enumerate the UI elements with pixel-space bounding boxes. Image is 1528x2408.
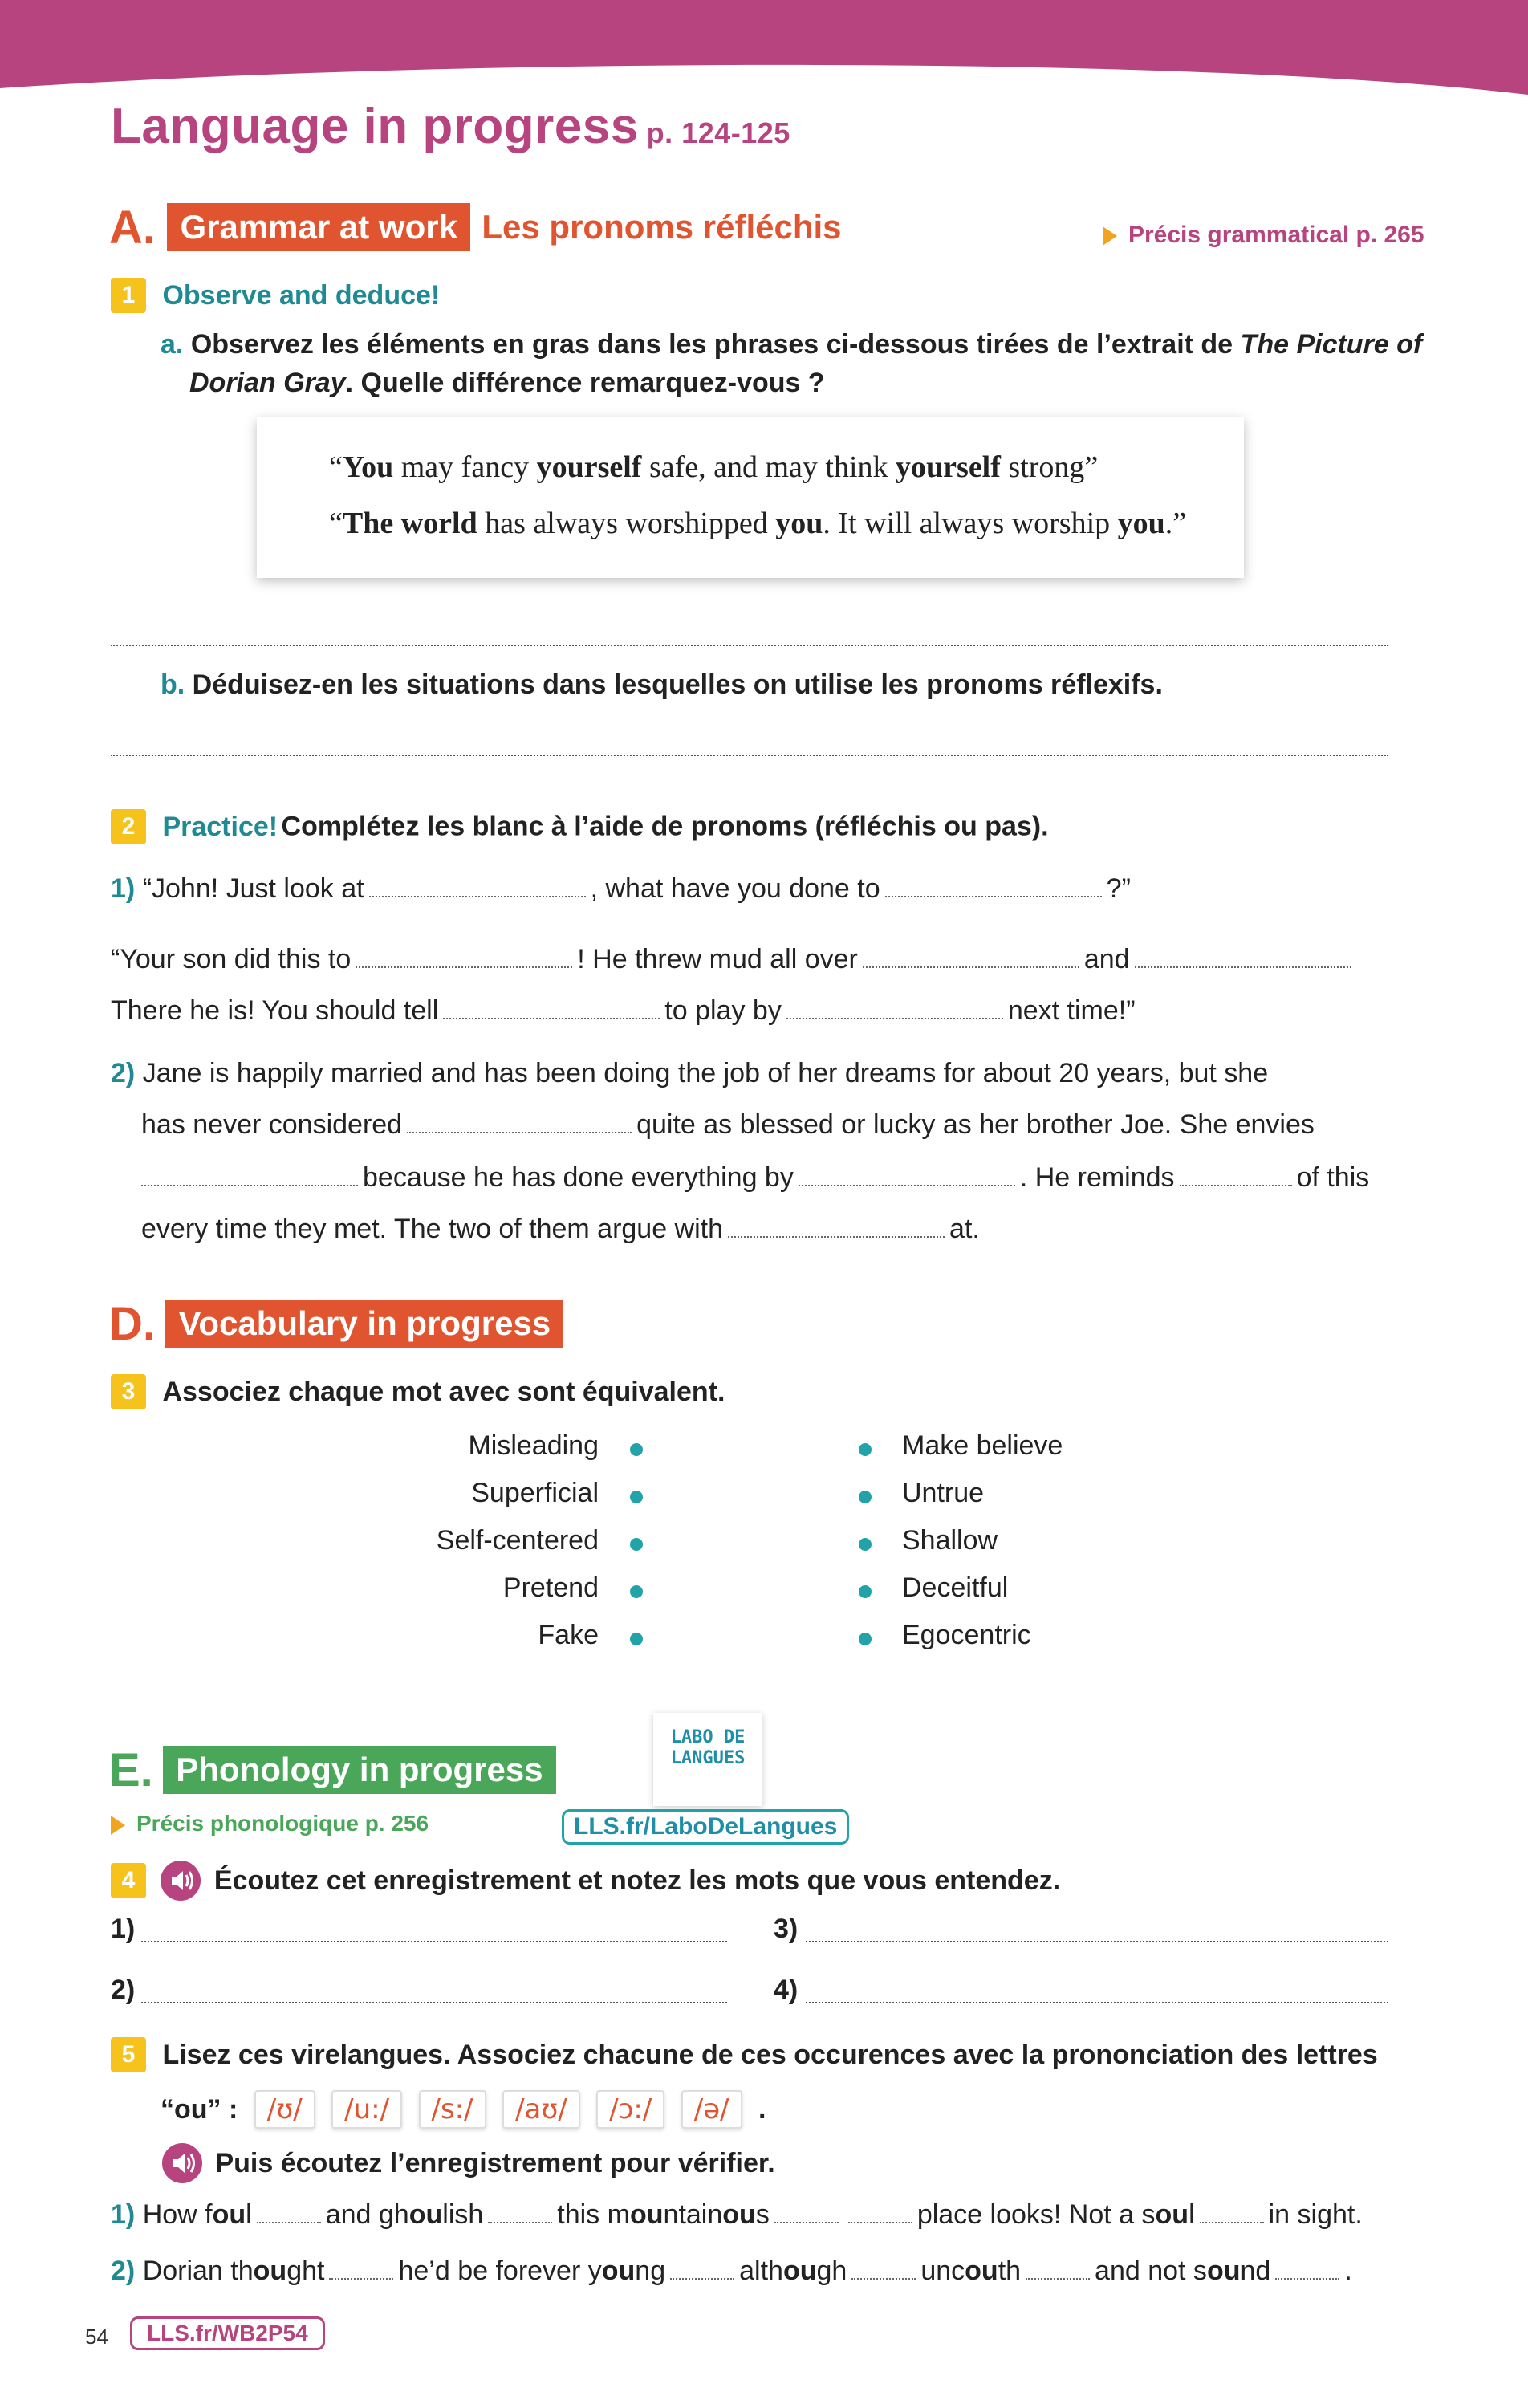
blank-input[interactable] bbox=[443, 1015, 660, 1019]
blank-input[interactable] bbox=[369, 893, 586, 897]
section-a-header bbox=[109, 201, 842, 254]
ex5-listen bbox=[162, 2143, 775, 2183]
ex2-line3: There he is! You should tell to play by next time!” bbox=[111, 995, 1136, 1026]
ex3-heading bbox=[111, 1374, 725, 1409]
quote-line-2: “The world has always worshipped you. It will always worship you.” bbox=[329, 506, 1187, 540]
precis-grammatical-ref bbox=[1103, 222, 1424, 249]
ex4-label-3: 3) bbox=[774, 1914, 799, 1944]
ex5-heading bbox=[111, 2037, 1378, 2072]
ex2-line1: 1) “John! Just look at , what have you done to ?” bbox=[111, 873, 1131, 904]
match-right-4: Deceitful bbox=[902, 1572, 1009, 1603]
ex5-listen-text: Puis écoutez l’enregistrement pour vérifier. bbox=[215, 2147, 775, 2178]
ex2-para-line2: has never considered quite as blessed or lucky as her brother Joe. She envies bbox=[141, 1109, 1315, 1140]
ex5-line1: 1) How foul and ghoulish this mountainous place looks! Not a soul in sight. bbox=[111, 2199, 1363, 2230]
ex5-instruction: Lisez ces virelangues. Associez chacune de ces occurences avec la prononciation des lettres bbox=[162, 2039, 1378, 2070]
blank-input[interactable] bbox=[141, 1182, 358, 1186]
grammar-pill: Grammar at work bbox=[167, 203, 469, 251]
answer-line-ex4-2[interactable] bbox=[141, 2002, 727, 2003]
section-e-letter: E. bbox=[109, 1744, 153, 1796]
ex2-title: Practice! bbox=[162, 811, 278, 842]
title-pages: p. 124-125 bbox=[646, 116, 790, 149]
blank-input[interactable] bbox=[356, 963, 572, 968]
blank-input[interactable] bbox=[407, 1129, 632, 1133]
section-a-letter: A. bbox=[109, 201, 156, 254]
ex2-item1-label: 1) bbox=[111, 873, 136, 904]
vocabulary-pill: Vocabulary in progress bbox=[165, 1300, 563, 1348]
footer-link[interactable]: LLS.fr/WB2P54 bbox=[130, 2316, 325, 2350]
blank-input[interactable] bbox=[329, 2275, 393, 2280]
phoneme-chip: /ʊ/ bbox=[254, 2090, 315, 2129]
phoneme-chip: /aʊ/ bbox=[502, 2090, 580, 2129]
ex1-heading bbox=[111, 278, 440, 313]
ex4-label-1: 1) bbox=[111, 1914, 136, 1944]
blank-input[interactable] bbox=[851, 2275, 916, 2280]
match-dot-left[interactable] bbox=[630, 1443, 643, 1456]
ex3-instruction: Associez chaque mot avec sont équivalent. bbox=[162, 1376, 725, 1407]
ex5-number: 5 bbox=[111, 2037, 146, 2072]
match-dot-right[interactable] bbox=[859, 1491, 872, 1503]
blank-input[interactable] bbox=[799, 1182, 1015, 1186]
answer-line-ex4-4[interactable] bbox=[806, 2002, 1388, 2003]
blank-input[interactable] bbox=[863, 963, 1079, 968]
phoneme-chip: /u:/ bbox=[331, 2090, 402, 2129]
precis-phonologique-text: Précis phonologique p. 256 bbox=[136, 1811, 429, 1836]
audio-speaker-icon[interactable] bbox=[162, 2143, 202, 2183]
blank-input[interactable] bbox=[1026, 2275, 1090, 2280]
match-right-2: Untrue bbox=[902, 1478, 985, 1508]
audio-speaker-icon[interactable] bbox=[161, 1861, 201, 1901]
arrow-icon bbox=[1103, 226, 1117, 246]
ex2-para-line1: 2) Jane is happily married and has been doing the job of her dreams for about 20 years, but she bbox=[111, 1058, 1269, 1088]
precis-phonologique-ref bbox=[111, 1811, 429, 1837]
ex2-instruction: Complétez les blanc à l’aide de pronoms (réfléchis ou pas). bbox=[281, 811, 1049, 842]
blank-input[interactable] bbox=[774, 2219, 839, 2223]
match-dot-right[interactable] bbox=[859, 1443, 872, 1456]
ex1a-book-title2: Dorian Gray bbox=[189, 368, 346, 398]
ex4-heading bbox=[111, 1861, 1060, 1901]
ex3-number: 3 bbox=[111, 1374, 146, 1409]
blank-input[interactable] bbox=[1135, 963, 1351, 968]
answer-line-1a[interactable] bbox=[111, 645, 1388, 646]
match-dot-right[interactable] bbox=[859, 1585, 872, 1598]
blank-input[interactable] bbox=[1180, 1182, 1292, 1186]
match-dot-left[interactable] bbox=[630, 1491, 643, 1503]
top-banner bbox=[0, 0, 1528, 95]
blank-input[interactable] bbox=[885, 893, 1102, 897]
ou-label: “ou” : bbox=[161, 2094, 238, 2125]
section-e-header bbox=[109, 1743, 556, 1797]
match-left-2: Superficial bbox=[471, 1478, 599, 1508]
precis-grammatical-text: Précis grammatical p. 265 bbox=[1128, 222, 1424, 248]
blank-input[interactable] bbox=[728, 1233, 945, 1238]
match-left-5: Fake bbox=[538, 1620, 599, 1650]
blank-input[interactable] bbox=[848, 2219, 912, 2223]
blank-input[interactable] bbox=[488, 2219, 552, 2223]
blank-input[interactable] bbox=[1275, 2275, 1339, 2280]
ex2-para-line4: every time they met. The two of them argue with at. bbox=[141, 1214, 980, 1244]
section-d-header bbox=[109, 1297, 563, 1351]
phoneme-chip: /s:/ bbox=[419, 2090, 486, 2129]
ex1a-label: a. bbox=[161, 329, 184, 360]
match-dot-left[interactable] bbox=[630, 1585, 643, 1598]
match-right-3: Shallow bbox=[902, 1525, 998, 1556]
ex4-label-4: 4) bbox=[774, 1975, 799, 2005]
ex2-line2: “Your son did this to ! He threw mud all over and bbox=[111, 944, 1356, 975]
match-dot-right[interactable] bbox=[859, 1633, 872, 1645]
logo-text: LABO DE LANGUES bbox=[670, 1727, 746, 1769]
ex1-number: 1 bbox=[111, 278, 146, 313]
match-dot-left[interactable] bbox=[630, 1633, 643, 1645]
answer-line-ex4-3[interactable] bbox=[806, 1941, 1388, 1942]
ex2-number: 2 bbox=[111, 809, 146, 844]
ex1-title: Observe and deduce! bbox=[162, 279, 441, 311]
answer-line-1b[interactable] bbox=[111, 755, 1388, 756]
page-title bbox=[111, 98, 790, 155]
match-dot-left[interactable] bbox=[630, 1538, 643, 1551]
ex4-number: 4 bbox=[111, 1863, 146, 1898]
quote-box bbox=[257, 417, 1244, 578]
blank-input[interactable] bbox=[670, 2275, 734, 2280]
ex1b-line bbox=[161, 669, 1163, 701]
blank-input[interactable] bbox=[786, 1015, 1003, 1019]
ex2-para-line3: because he has done everything by . He reminds of this bbox=[141, 1162, 1369, 1194]
ex5-line2: 2) Dorian thought he’d be forever young although uncouth and not sound . bbox=[111, 2255, 1352, 2286]
ex1a-line2 bbox=[189, 368, 825, 399]
match-dot-right[interactable] bbox=[859, 1538, 872, 1551]
ex5-phonemes bbox=[161, 2090, 766, 2129]
labo-de-langues-link[interactable]: LLS.fr/LaboDeLangues bbox=[562, 1809, 849, 1845]
quote-line-1: “You may fancy yourself safe, and may think yourself strong” bbox=[329, 450, 1099, 484]
labo-de-langues-logo[interactable] bbox=[653, 1713, 762, 1806]
ex1b-label: b. bbox=[161, 669, 185, 700]
ex2-item2-label: 2) bbox=[111, 1058, 136, 1088]
phonology-pill: Phonology in progress bbox=[163, 1746, 555, 1794]
blank-input[interactable] bbox=[1200, 2219, 1264, 2223]
ex4-label-2: 2) bbox=[111, 1975, 136, 2005]
match-left-3: Self-centered bbox=[436, 1525, 599, 1556]
ex1a-text1: Observez les éléments en gras dans les phrases ci-dessous tirées de l’extrait de bbox=[190, 329, 1233, 360]
page-number: 54 bbox=[85, 2325, 108, 2349]
match-left-4: Pretend bbox=[502, 1572, 599, 1603]
match-right-1: Make believe bbox=[902, 1430, 1063, 1461]
phoneme-chip: /ɔ:/ bbox=[596, 2090, 664, 2129]
ex1b-text: Déduisez-en les situations dans lesquelles on utilise les pronoms réflexifs. bbox=[192, 669, 1163, 700]
answer-line-ex4-1[interactable] bbox=[141, 1941, 727, 1942]
phoneme-chip: /ə/ bbox=[681, 2090, 742, 2129]
ex4-instruction: Écoutez cet enregistrement et notez les mots que vous entendez. bbox=[213, 1865, 1061, 1896]
ex1a-text2: . Quelle différence remarquez-vous ? bbox=[345, 368, 825, 398]
arrow-icon bbox=[111, 1816, 125, 1835]
ex1a-line1 bbox=[161, 329, 1422, 360]
blank-input[interactable] bbox=[257, 2219, 321, 2223]
title-text: Language in progress bbox=[111, 99, 639, 154]
section-a-subtitle: Les pronoms réfléchis bbox=[482, 208, 842, 246]
match-right-5: Egocentric bbox=[902, 1620, 1031, 1650]
ou-period: . bbox=[758, 2094, 766, 2125]
section-d-letter: D. bbox=[109, 1298, 156, 1350]
match-left-1: Misleading bbox=[468, 1430, 599, 1461]
ex2-heading bbox=[111, 809, 1049, 844]
ex1a-book-title1: The Picture of bbox=[1240, 329, 1423, 360]
